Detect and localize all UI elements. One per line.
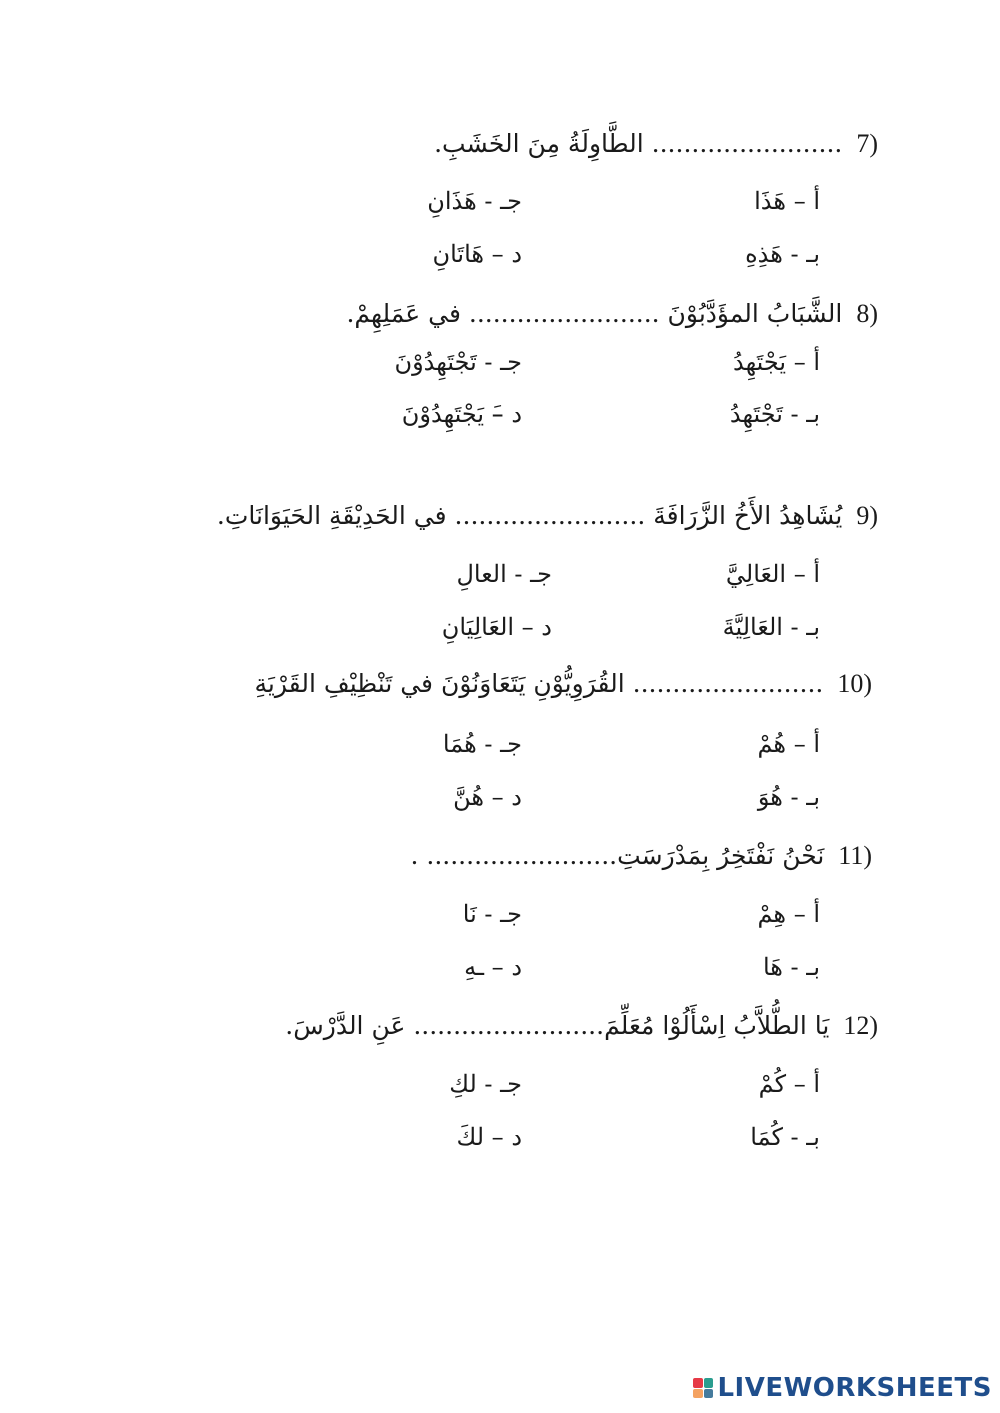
question-number: (12 bbox=[843, 1011, 878, 1040]
question-text: يَا الطُّلاَّبُ اِسْأَلُوْا مُعَلِّمَ........................ عَنِ الدَّرْسَ. bbox=[285, 1011, 830, 1040]
question-12 bbox=[285, 1010, 878, 1041]
option-b[interactable]: بـ - هُوَ bbox=[757, 783, 820, 811]
question-number: (9 bbox=[856, 501, 878, 530]
question-8 bbox=[346, 298, 878, 329]
option-c[interactable]: جـ - هَذَانِ bbox=[427, 187, 522, 215]
option-a[interactable]: أ – هَذَا bbox=[754, 187, 820, 215]
question-text: الشَّبَابُ المؤَدَّبُوْنَ ........................ في عَمَلِهِمْ. bbox=[346, 299, 843, 328]
option-d[interactable]: د – هُنَّ bbox=[453, 783, 522, 811]
question-number: (11 bbox=[838, 841, 872, 870]
option-a[interactable]: أ – هُمْ bbox=[757, 730, 820, 758]
question-9 bbox=[217, 500, 878, 531]
option-c[interactable]: جـ - لكِ bbox=[449, 1070, 522, 1098]
question-number: (10 bbox=[837, 669, 872, 698]
option-b[interactable]: بـ - العَالِيَّةَ bbox=[722, 613, 820, 641]
question-text: يُشَاهِدُ الأَخُ الزَّرَافَةَ ........................ في الحَدِيْقَةِ الحَيَوَانَاتِ. bbox=[216, 501, 843, 530]
option-d[interactable]: د – العَالِيَانِ bbox=[441, 613, 552, 641]
question-7 bbox=[434, 128, 878, 159]
liveworksheets-logo bbox=[693, 1373, 992, 1403]
question-number: (8 bbox=[856, 299, 878, 328]
logo-icon bbox=[693, 1378, 713, 1398]
option-c[interactable]: جـ - هُمَا bbox=[442, 730, 522, 758]
logo-text: LIVEWORKSHEETS bbox=[717, 1373, 992, 1403]
option-a[interactable]: أ – العَالِيَّ bbox=[725, 560, 820, 588]
option-c[interactable]: جـ - العالِ bbox=[456, 560, 552, 588]
option-a[interactable]: أ – هِمْ bbox=[757, 900, 820, 928]
option-d[interactable]: د – لكَ bbox=[456, 1123, 522, 1151]
option-b[interactable]: بـ - كُمَا bbox=[750, 1123, 820, 1151]
option-a[interactable]: أ – يَجْتَهِدُ bbox=[733, 348, 820, 376]
option-d[interactable]: د – هَاتَانِ bbox=[432, 240, 522, 268]
option-a[interactable]: أ – كُمْ bbox=[758, 1070, 820, 1098]
question-text: ........................ القُرَوِيُّوْنِ يَتَعَاوَنُوْنَ في تَنْظِيْفِ القَرْيَةِ bbox=[254, 669, 824, 698]
option-b[interactable]: بـ - هَا bbox=[762, 953, 820, 981]
question-number: (7 bbox=[856, 129, 878, 158]
question-text: نَحْنُ نَفْتَخِرُ بِمَدْرَسَتِ........................ . bbox=[410, 841, 825, 870]
option-d[interactable]: د –َ يَجْتَهِدُوْنَ bbox=[401, 400, 522, 428]
option-d[interactable]: د – ـهِ bbox=[464, 953, 522, 981]
question-11 bbox=[411, 840, 873, 871]
question-text: ........................ الطَّاوِلَةُ مِنَ الخَشَبِ. bbox=[434, 129, 843, 158]
option-b[interactable]: بـ - تَجْتَهِدُ bbox=[729, 400, 820, 428]
option-c[interactable]: جـ - تَجْتَهِدُوْنَ bbox=[394, 348, 522, 376]
question-10 bbox=[255, 668, 872, 699]
option-b[interactable]: بـ - هَذِهِ bbox=[745, 240, 820, 268]
option-c[interactable]: جـ - نَا bbox=[462, 900, 522, 928]
